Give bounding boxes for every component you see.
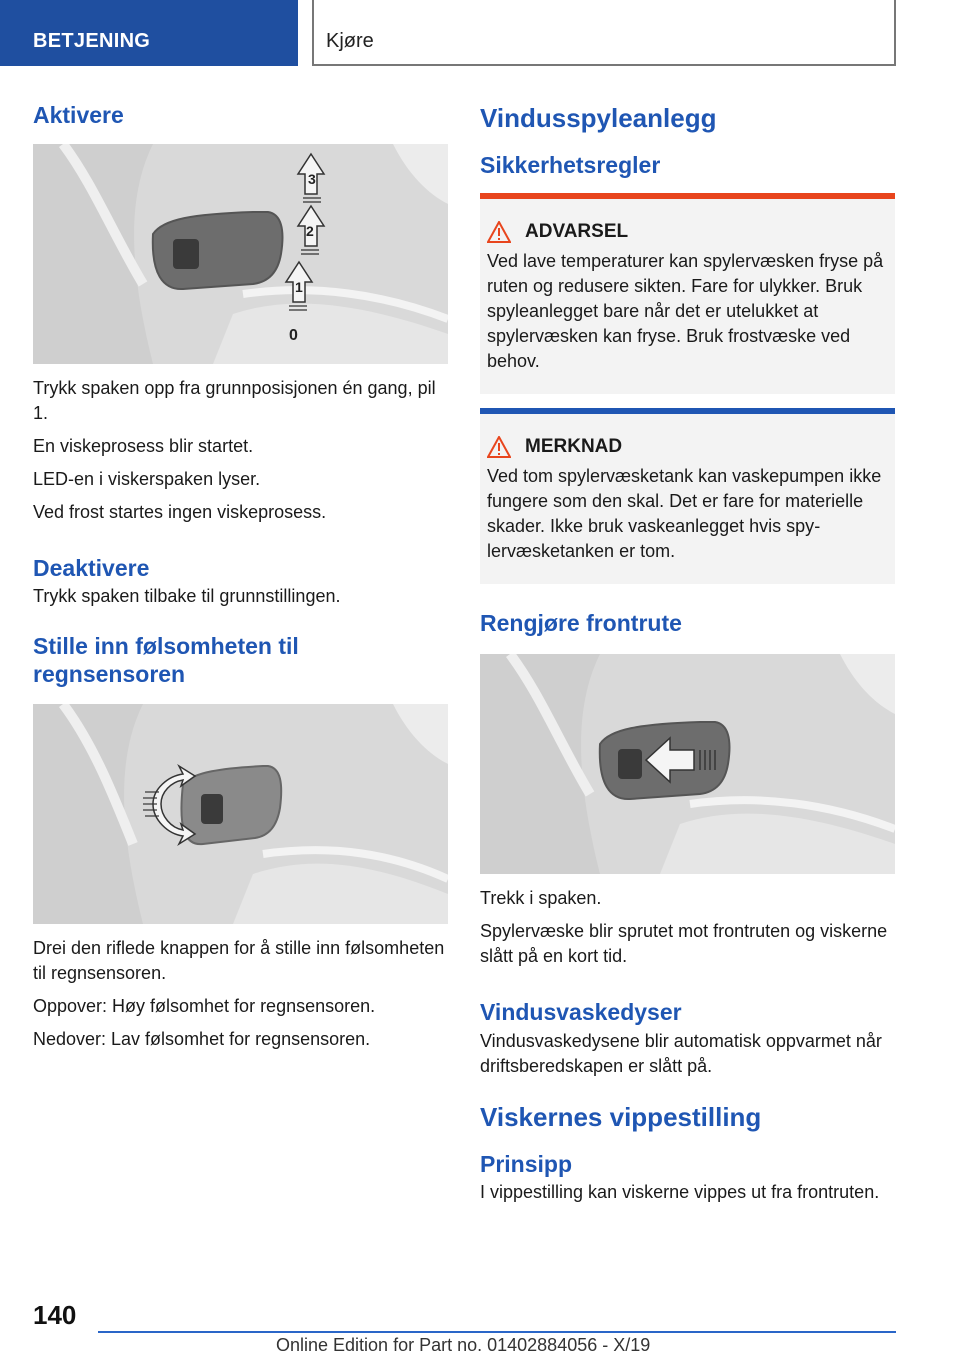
page-footer [0, 1295, 960, 1362]
chapter-label: Kjøre [312, 0, 896, 66]
page-number: 140 [33, 1300, 77, 1330]
warning-triangle-icon [487, 221, 511, 243]
clean-result: Spylervæske blir sprutet mot frontruten og viskerne slått på en kort tid. [480, 921, 888, 967]
notice-text: Ved tom spylervæsketank kan vaskepumpen ikke fungere som den skal. Det er fare for materielle skader. Ikke bruk vaskeanlegget hvis spylervæsketanken er tom. [487, 466, 882, 562]
heading-deactivate: Deaktivere [33, 554, 150, 581]
notice-box [480, 408, 895, 584]
heading-wiper-tilt: Viskernes vippestilling [480, 1101, 762, 1132]
page-header [0, 0, 960, 66]
clean-step: Trekk i spaken. [480, 888, 602, 909]
warning-text: Ved lave temperaturer kan spylervæsken fryse på ruten og redusere sikten. Fare for ulykker. Bruk spyleanlegget bare når det er utelukket at spylervæsken kan fryse. Bruk frostvæske ved behov. [487, 251, 884, 372]
sensitivity-up: Oppover: Høy følsomhet for regnsensoren. [33, 996, 376, 1017]
activate-step: Trykk spaken opp fra grunnposisjonen én gang, pil 1. [33, 377, 436, 423]
fig-label-0: 0 [289, 326, 298, 344]
fig-label-2: 2 [306, 222, 314, 239]
heading-sensitivity: Stille inn følsomheten til regnsensoren [33, 633, 299, 687]
heading-safety: Sikkerhetsregler [480, 151, 661, 178]
heading-washer-system: Vindusspyleanlegg [480, 103, 717, 133]
footer-rule [98, 1331, 896, 1333]
left-column [33, 96, 448, 1052]
nozzles-text: Vindusvaskedysene blir automatisk oppvarmet når driftsberedskapen er slått på. [480, 1030, 882, 1076]
notice-title: MERKNAD [525, 436, 623, 458]
warning-triangle-icon [487, 436, 511, 458]
sensitivity-step: Drei den riflede knappen for å stille inn følsomheten til regnsensoren. [33, 938, 445, 984]
activate-result: En viskeprosess blir startet. [33, 435, 254, 456]
figure-wiper-stalk-positions [33, 144, 448, 364]
heading-principle: Prinsipp [480, 1150, 573, 1177]
section-label: BETJENING [0, 0, 298, 66]
deactivate-step: Trykk spaken tilbake til grunnstillingen. [33, 586, 341, 607]
fig-label-3: 3 [308, 170, 316, 187]
notice-title-row [487, 436, 887, 458]
warning-title-row [487, 221, 887, 243]
activate-led: LED-en i viskerspaken lyser. [33, 468, 261, 489]
heading-activate: Aktivere [33, 102, 124, 128]
figure-rain-sensor-knob [33, 704, 448, 924]
heading-nozzles: Vindusvaskedyser [480, 999, 682, 1026]
warning-title: ADVARSEL [525, 221, 629, 243]
edition-text: Online Edition for Part no. 01402884056 - X/19 [276, 1335, 651, 1355]
principle-text: I vippestilling kan viskerne vippes ut fra frontruten. [480, 1182, 880, 1203]
warning-box [480, 193, 895, 394]
activate-frost: Ved frost startes ingen viskeprosess. [33, 501, 327, 522]
right-column [480, 96, 895, 1205]
sensitivity-down: Nedover: Lav følsomhet for regnsensoren. [33, 1029, 371, 1050]
fig-label-1: 1 [295, 278, 303, 295]
figure-washer-pull [480, 654, 895, 874]
heading-clean-windscreen: Rengjøre frontrute [480, 610, 682, 637]
